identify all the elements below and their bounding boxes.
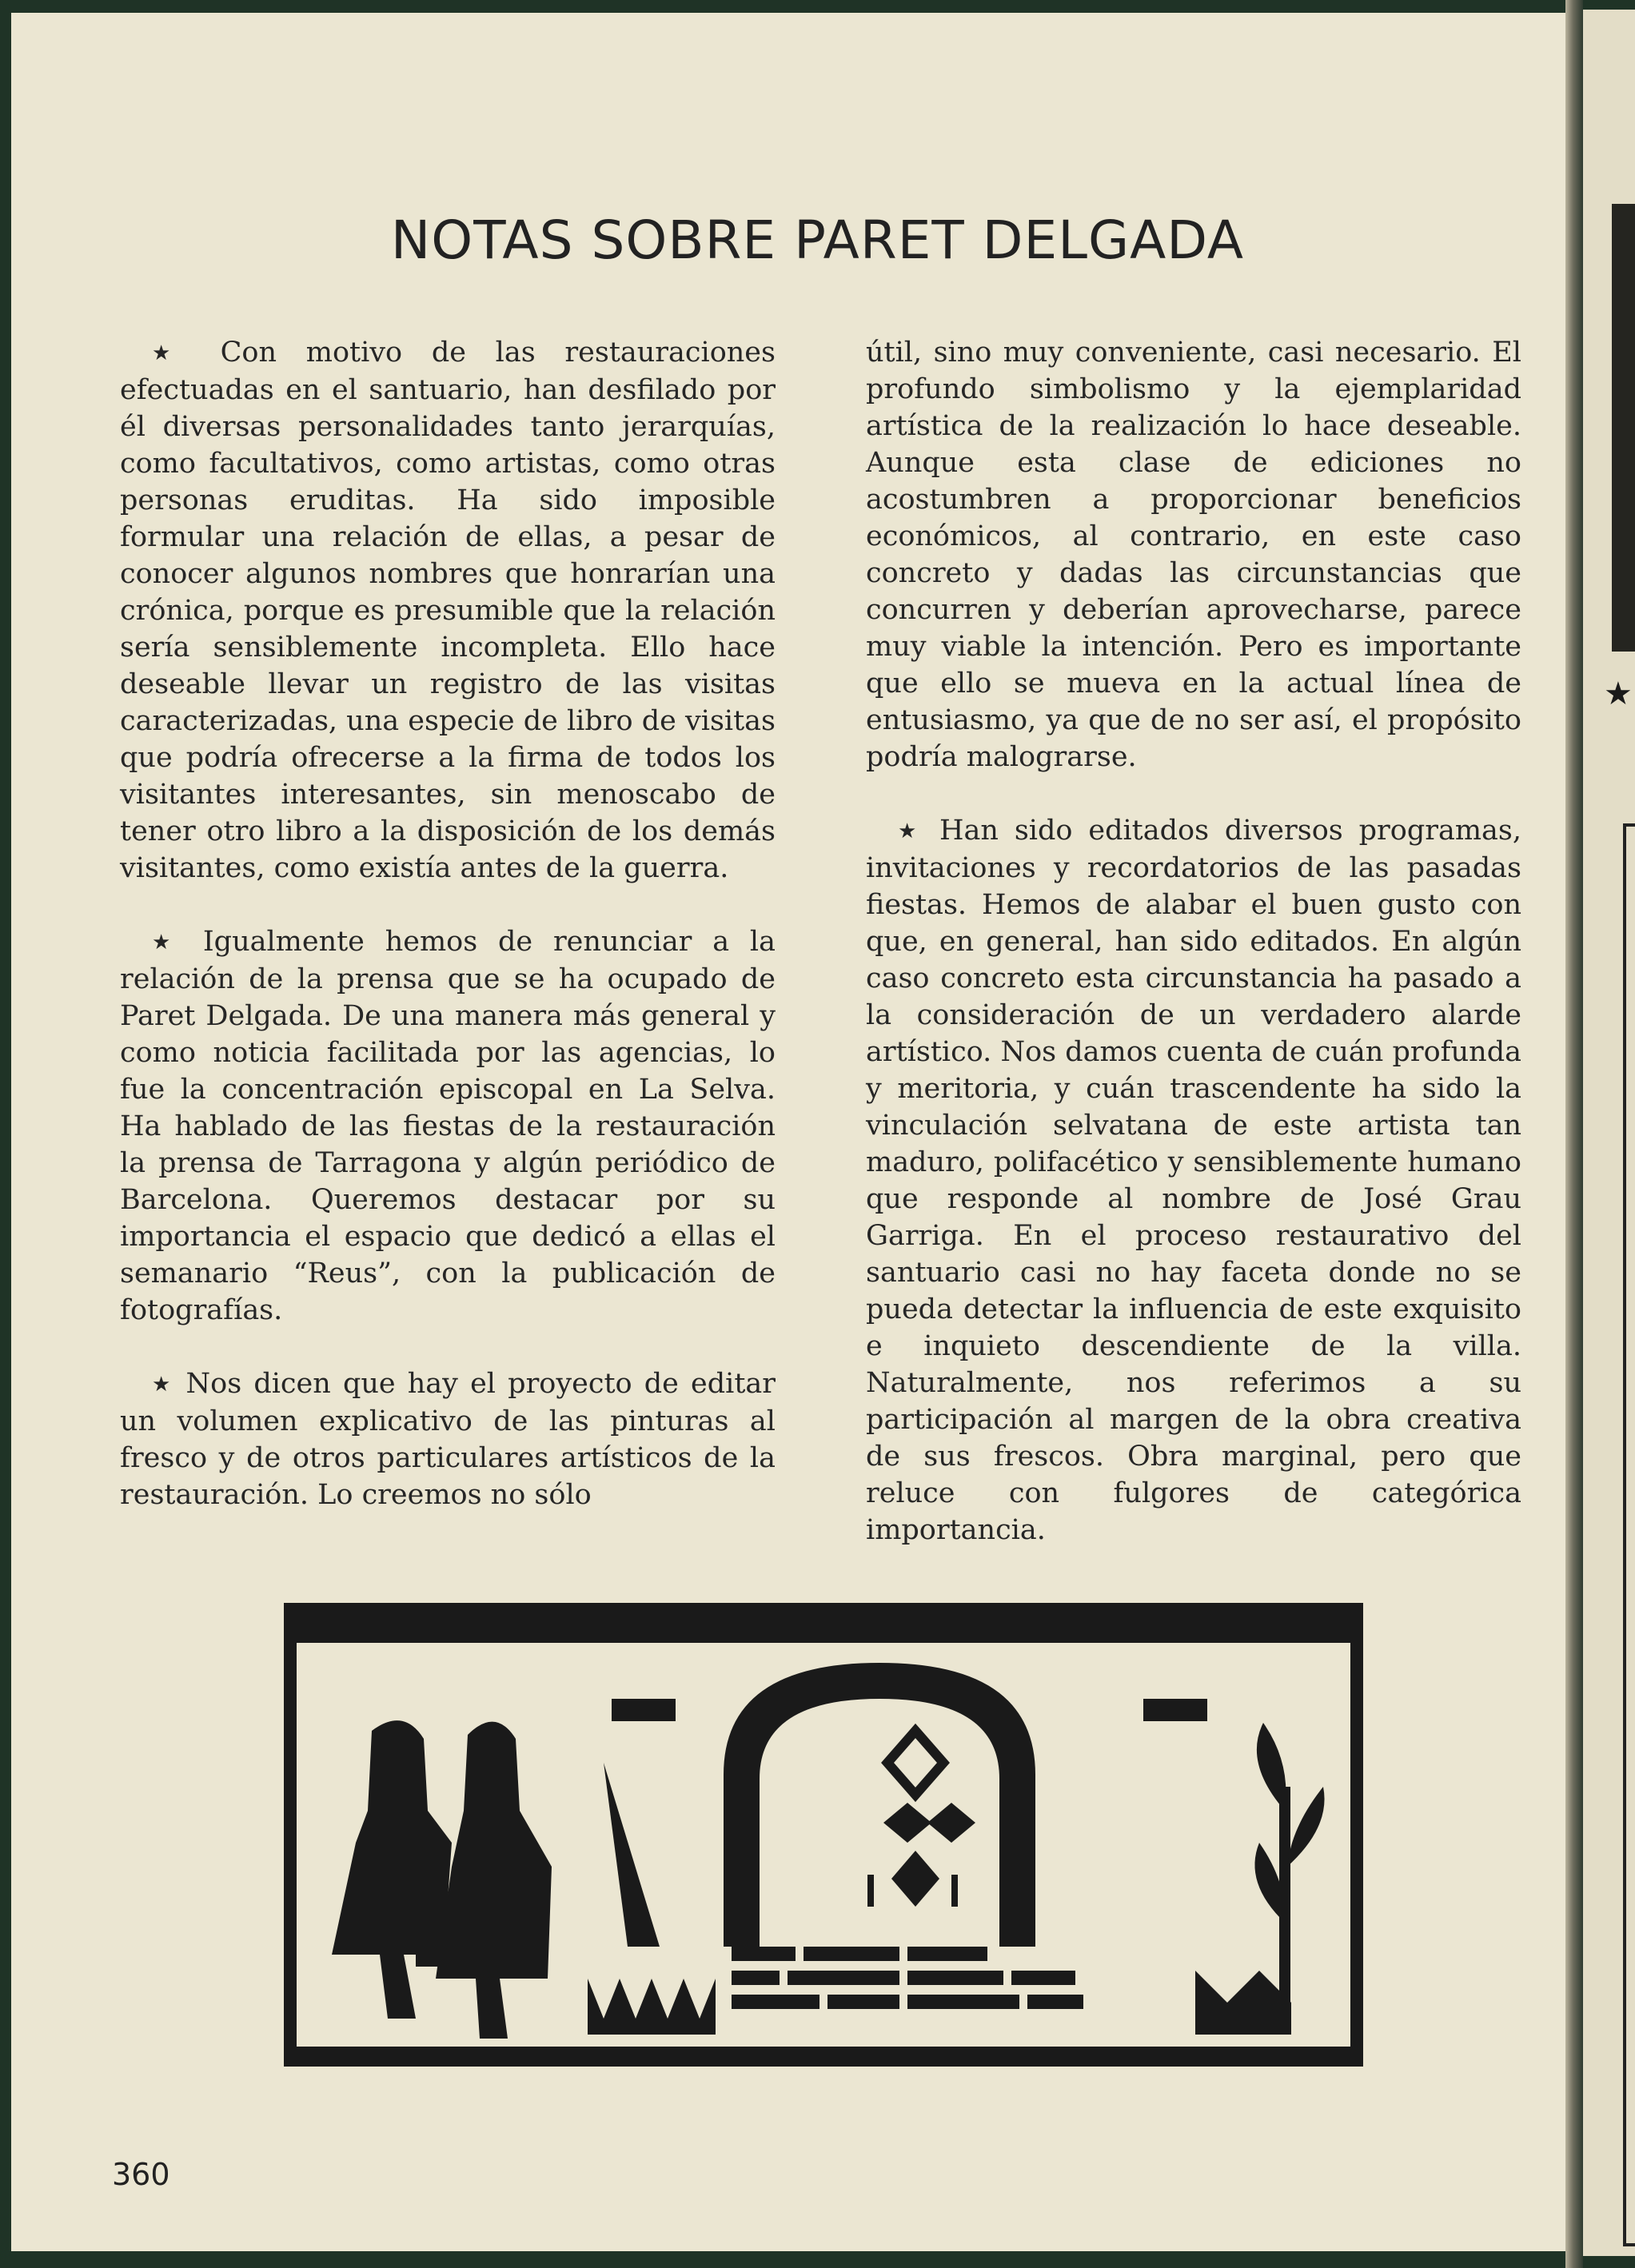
paragraph-visits	[120, 334, 776, 887]
star-bullet-icon: ★	[152, 931, 183, 955]
star-bullet-icon: ★	[152, 1373, 174, 1397]
paragraph-text: Con motivo de las restauraciones efectuadas en el santuario, han desfilado por él diversas personalidades tanto jerarquías, como facultativos, como artistas, como otras personas eruditas. Ha sido imposible formular una relación de ellas, a pesar de conocer algunos nombres que honrarían una crónica, porque es presumible que la relación sería sensiblemente incompleta. Ello hace deseable llevar un registro de las visitas caracterizadas, una especie de libro de visitas que podría ofrecerse a la firma de todos los visitantes interesantes, sin menoscabo de tener otro libro a la disposición de los demás visitantes, como existía antes de la guerra.	[120, 337, 776, 884]
paragraph-volume-continued	[866, 334, 1521, 775]
woodcut-illustration	[284, 1603, 1363, 2067]
left-column	[120, 334, 776, 1550]
star-bullet-icon: ★	[898, 819, 924, 843]
paragraph-volume	[120, 1365, 776, 1513]
page-number: 360	[112, 2157, 170, 2192]
facing-page-artwork	[1612, 204, 1635, 652]
article-title: NOTAS SOBRE PARET DELGADA	[390, 209, 1245, 271]
paragraph-text: Igualmente hemos de renunciar a la relación de la prensa que se ha ocupado de Paret Delgada. De una manera más general y como noticia facilitada por las agencias, lo fue la concentración episcopal en La Selva. Ha hablado de las fiestas de la restauración la prensa de Tarragona y algún periódico de Barcelona. Queremos destacar por su importancia el espacio que dedicó a ellas el semanario “Reus”, con la publicación de fotografías.	[120, 926, 776, 1326]
star-bullet-icon: ★	[152, 341, 191, 365]
facing-page-star-icon: ★	[1604, 676, 1633, 712]
paragraph-programs	[866, 812, 1521, 1549]
paragraph-text: Han sido editados diversos programas, invitaciones y recordatorios de las pasadas fiestas. Hemos de alabar el buen gusto con que, en general, han sido editados. En algún caso concreto esta circunstancia ha pasado a la consideración de un verdadero alarde artístico. Nos damos cuenta de cuán profunda y meritoria, y cuán trascendente ha sido la vinculación selvatana de este artista tan maduro, polifacético y sensiblemente humano que responde al nombre de José Grau Garriga. En el proceso restaurativo del santuario casi no hay faceta donde no se pueda detectar la influencia de este exquisito e inquieto descendiente de la villa. Naturalmente, nos referimos a su participación al margen de la obra creativa de sus frescos. Obra marginal, pero que reluce con fulgores de categórica importancia.	[866, 815, 1521, 1546]
paragraph-text: útil, sino muy conveniente, casi necesario. El profundo simbolismo y la ejemplaridad artística de la realización lo hace deseable. Aunque esta clase de ediciones no acostumbren a proporcionar beneficios económicos, al contrario, en este caso concreto y dadas las circunstancias que concurren y deberían aprovecharse, parece muy viable la intención. Pero es importante que ello se mueva en la actual línea de entusiasmo, ya que de no ser así, el propósito podría malograrse.	[866, 337, 1521, 773]
right-column	[866, 334, 1521, 1585]
facing-page-frame	[1623, 823, 1635, 2246]
paragraph-press	[120, 923, 776, 1329]
book-gutter	[1565, 0, 1583, 2268]
paragraph-text: Nos dicen que hay el proyecto de editar un volumen explicativo de las pinturas al fresco y de otros particulares artísticos de la restauración. Lo creemos no sólo	[120, 1368, 776, 1511]
